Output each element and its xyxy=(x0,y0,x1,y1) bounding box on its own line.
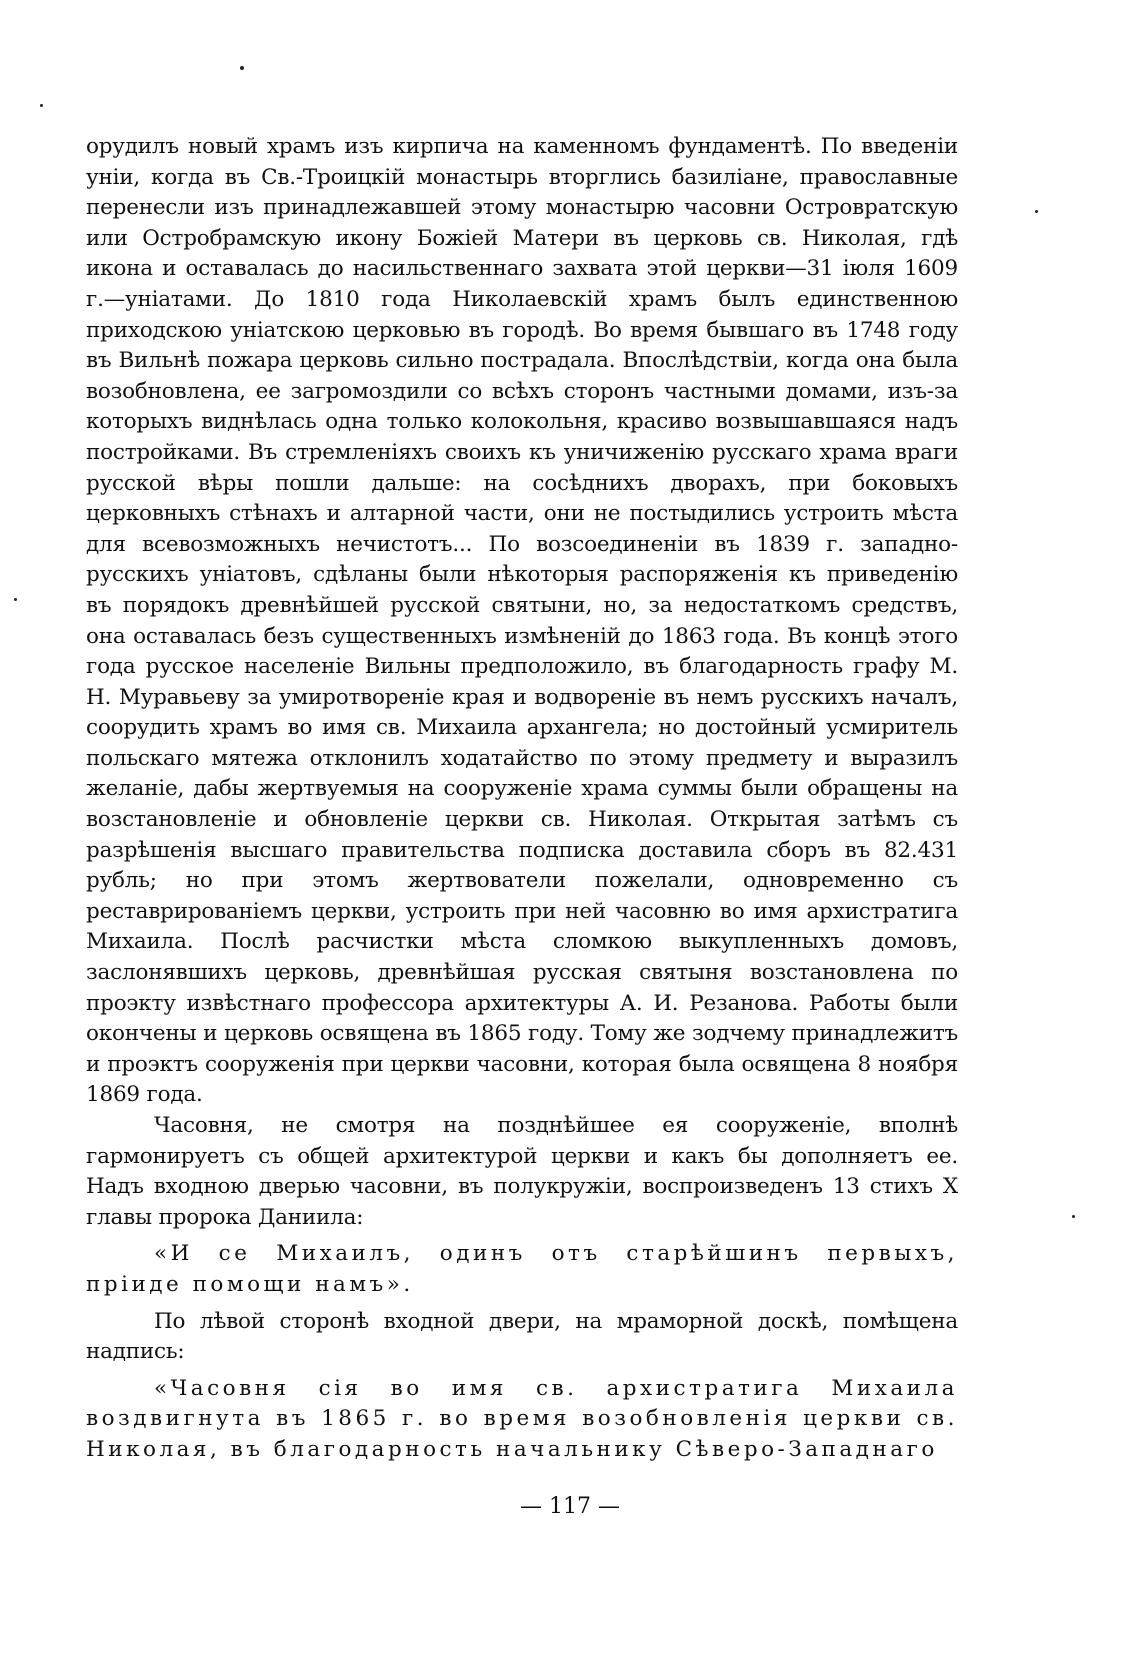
paragraph-chapel: Часовня, не смотря на позднѣйшее ея сооруженiе, вполнѣ гармонируетъ съ общей архитектурой церкви и какъ бы дополняетъ ее. Надъ входною дверью часовни, въ полукружiи, воспроизведенъ 13 стихъ X главы пророка Даниила: xyxy=(86,1113,958,1230)
paragraph-inscription-intro: По лѣвой сторонѣ входной двери, на мраморной доскѣ, помѣщена надпись: xyxy=(86,1308,958,1365)
quote-daniel: «И се Михаилъ, одинъ отъ старѣйшинъ первыхъ, прiиде помощи намъ». xyxy=(86,1241,958,1297)
paragraph-history: орудилъ новый храмъ изъ кирпича на каменномъ фундаментѣ. По введенiи унiи, когда въ Св.-Троицкiй монастырь вторглись базиліане, православные перенесли изъ принадлежавшей этому монастырю часовни Островратскую или Остробрамскую икону Божiей Матери въ церковь св. Николая, гдѣ икона и оставалась до насильственнаго захвата этой церкви—31 iюля 1609 г.—унiатами. До 1810 года Николаевскiй храмъ былъ единственною приходскою унiатскою церковью въ городѣ. Во время бывшаго въ 1748 году въ Вильнѣ пожара церковь сильно пострадала. Впослѣдствiи, когда она была возобновлена, ее загромоздили со всѣхъ сторонъ частными домами, изъ-за которыхъ виднѣлась одна только колокольня, красиво возвышавшаяся надъ постройками. Въ стремленiяхъ своихъ къ уничиженiю русскаго храма враги русской вѣры пошли дальше: на сосѣднихъ дворахъ, при боковыхъ церковныхъ стѣнахъ и алтарной части, они не постыдились устроить мѣста для всевозможныхъ нечистотъ... По возсоединенiи въ 1839 г. западно-русскихъ унiатовъ, сдѣланы были нѣкоторыя распоряженiя къ приведенiю въ порядокъ древнѣйшей русской святыни, но, за недостаткомъ средствъ, она оставалась безъ существенныхъ измѣненiй до 1863 года. Въ концѣ этого года русское населенiе Вильны предположило, въ благодарность графу М. Н. Муравьеву за умиротворенiе края и водворенiе въ немъ русскихъ началъ, соорудить храмъ во имя св. Михаила архангела; но достойный усмиритель польскаго мятежа отклонилъ ходатайство по этому предмету и выразилъ желанiе, дабы жертвуемыя на сооруженiе храма суммы были обращены на возстановленiе и обновленiе церкви св. Николая. Открытая затѣмъ съ разрѣшенiя высшаго правительства подписка доставила сборъ въ 82.431 рубль; но при этомъ жертвователи пожелали, одновременно съ реставрированiемъ церкви, устроить при ней часовню во имя архистратига Михаила. Послѣ расчистки мѣста сломкою выкупленныхъ домовъ, заслонявшихъ церковь, древнѣйшая русская святыня возстановлена по проэкту извѣстнаго профессора архитектуры А. И. Резанова. Работы были окончены и церковь освящена въ 1865 году. Тому же зодчему принадлежитъ и проэктъ сооруженiя при церкви часовни, которая была освящена 8 ноября 1869 года. xyxy=(86,134,958,1108)
quote-inscription: «Часовня сiя во имя св. архистратига Михаила воздвигнута въ 1865 г. во время возобновленiя церкви св. Николая, въ благодарность начальнику Сѣверо-Западнаго xyxy=(86,1375,958,1462)
body-text xyxy=(86,132,958,1472)
scan-speck xyxy=(1035,210,1038,213)
page-number: — 117 — xyxy=(520,1494,620,1519)
scan-speck xyxy=(40,104,43,107)
scan-speck xyxy=(240,66,244,70)
scan-speck xyxy=(1072,1215,1075,1218)
scan-speck xyxy=(14,598,17,601)
